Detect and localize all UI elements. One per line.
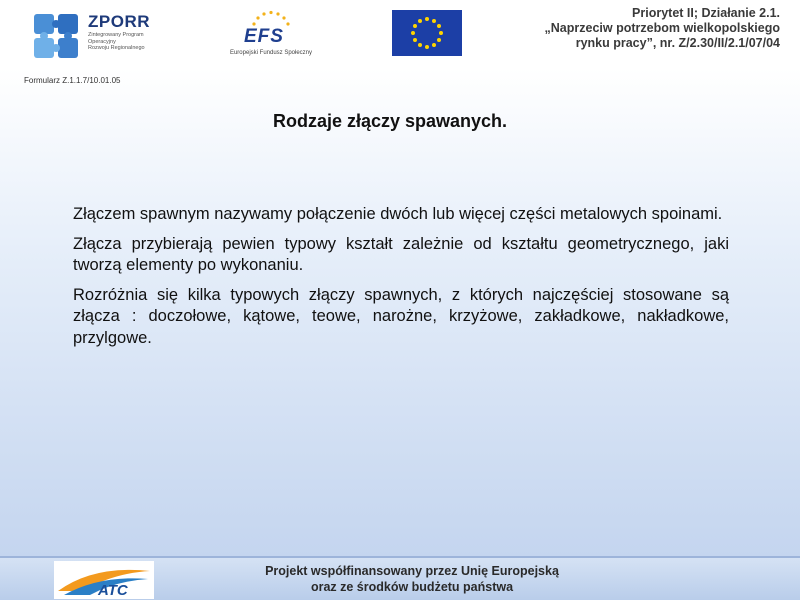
funding-notice <box>232 563 592 595</box>
puzzle-icon <box>32 12 80 60</box>
funding-line: Projekt współfinansowany przez Unię Europejską <box>265 564 559 578</box>
priority-line: rynku pracy”, nr. Z/2.30/II/2.1/07/04 <box>575 36 780 50</box>
zporr-sub-line: Rozwoju Regionalnego <box>88 45 145 51</box>
efs-wordmark: EFS <box>244 26 284 47</box>
header-bar <box>0 0 800 68</box>
body-paragraph: Złącza przybierają pewien typowy kształt zależnie od kształtu geometrycznego, jaki tworzą elementy po wykonaniu. <box>73 234 729 274</box>
priority-line: Priorytet II; Działanie 2.1. <box>632 6 780 20</box>
zporr-subtitle <box>88 32 160 52</box>
atc-logo-icon <box>54 561 154 599</box>
atc-wordmark: ATC <box>98 582 128 599</box>
efs-logo <box>226 8 316 60</box>
slide-title: Rodzaje złączy spawanych. <box>272 111 508 131</box>
priority-heading <box>480 6 780 51</box>
priority-line: „Naprzeciw potrzebom wielkopolskiego <box>544 21 780 35</box>
funding-line: oraz ze środków budżetu państwa <box>310 580 514 594</box>
eu-flag-icon <box>392 10 462 56</box>
zporr-logo <box>32 10 162 62</box>
efs-caption: Europejski Fundusz Społeczny <box>229 50 313 56</box>
form-number: Formularz Z.1.1.7/10.01.05 <box>24 76 121 85</box>
body-paragraph: Rozróżnia się kilka typowych złączy spawnych, z których najczęściej stosowane są złącza : doczołowe, kątowe, teowe, narożne, krzyżowe, zakładkowe, nakładkowe, przylgowe. <box>73 285 729 347</box>
slide-body <box>73 204 729 357</box>
body-paragraph: Złączem spawnym nazywamy połączenie dwóch lub więcej części metalowych spoinami. <box>73 205 723 223</box>
zporr-title: ZPORR <box>88 12 150 31</box>
atc-logo <box>54 561 154 599</box>
zporr-sub-line: Zintegrowany Program <box>88 32 144 38</box>
zporr-sub-line: Operacyjny <box>88 38 116 45</box>
